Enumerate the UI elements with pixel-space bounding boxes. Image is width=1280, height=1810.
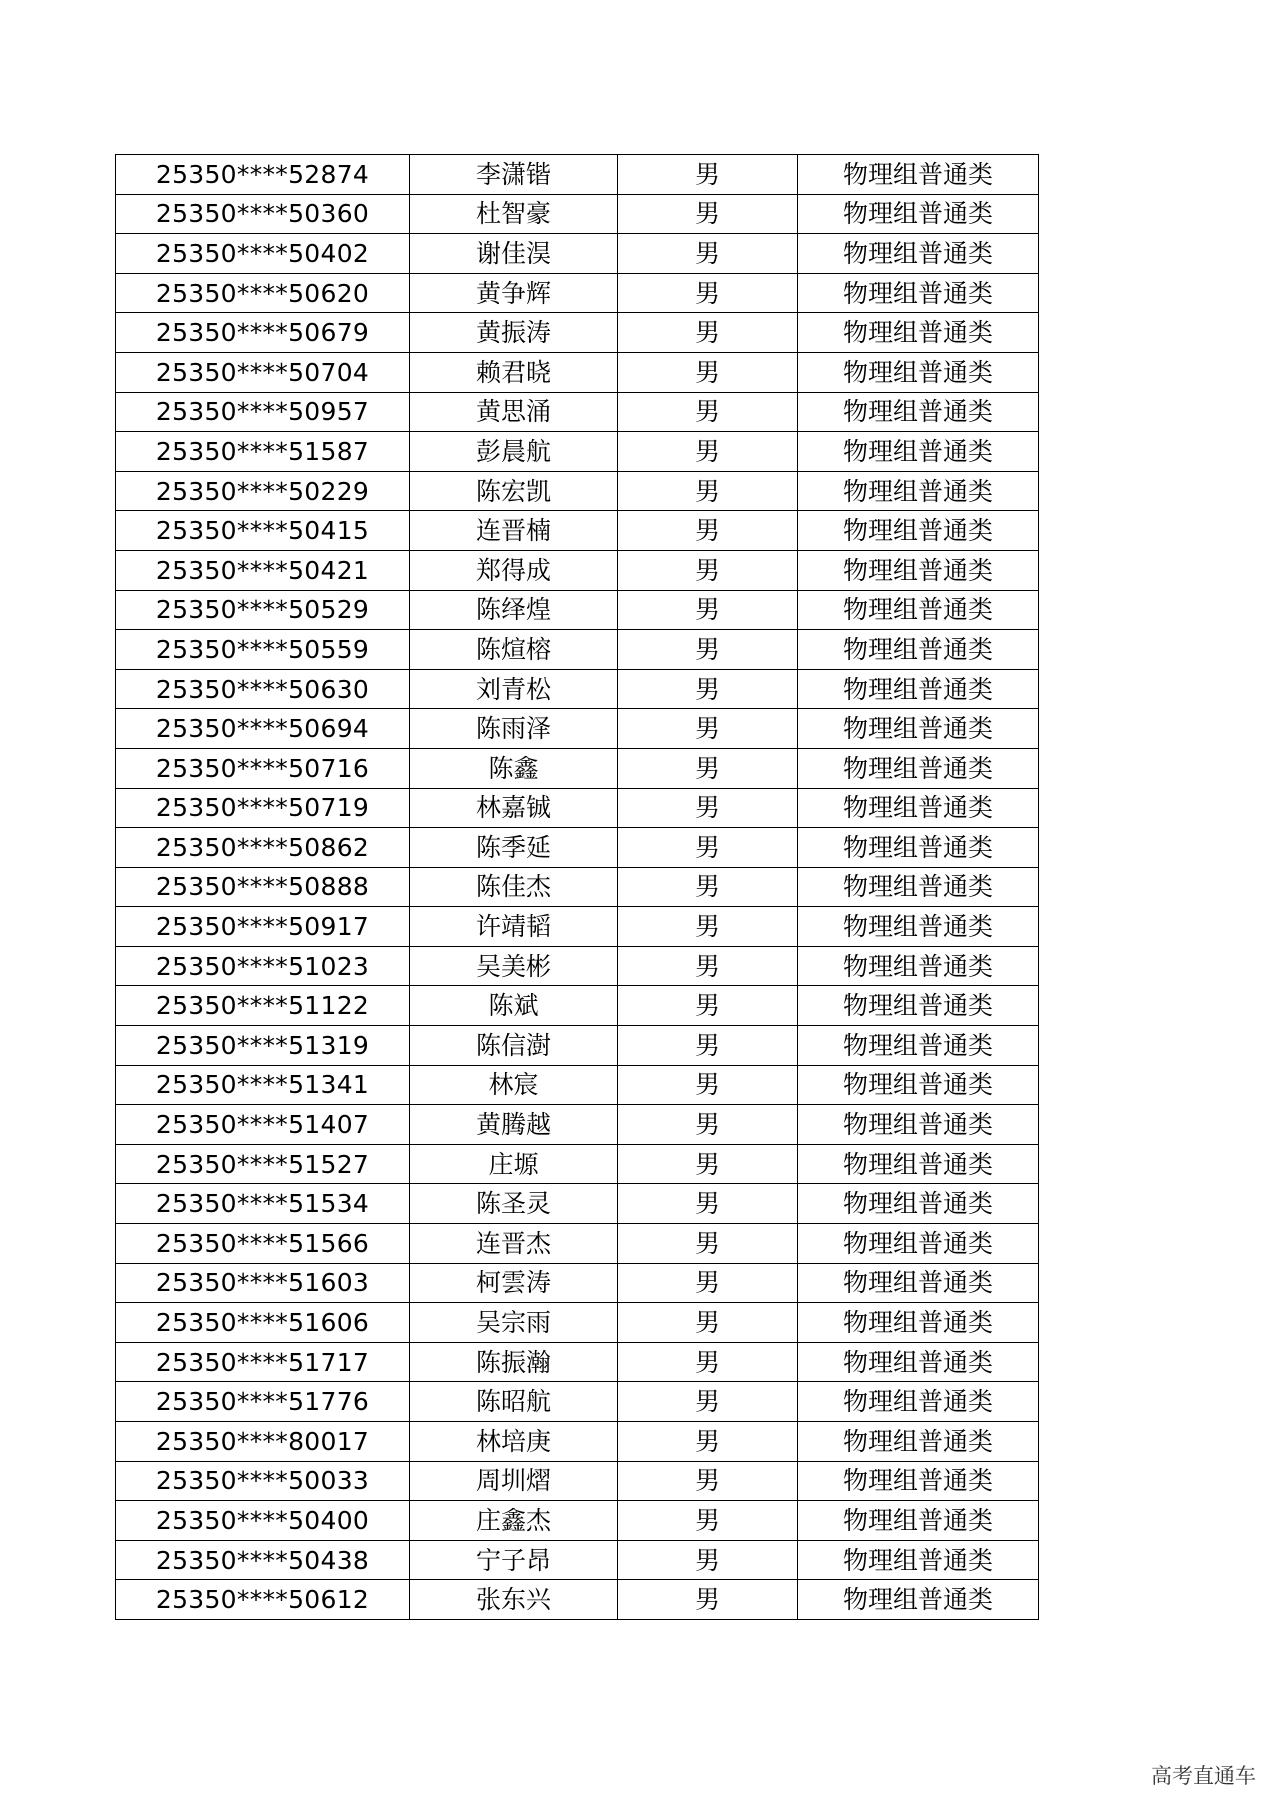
student-name-cell: 陈雨泽 — [410, 709, 618, 749]
student-name-cell: 林宸 — [410, 1065, 618, 1105]
student-name-cell: 陈煊榕 — [410, 630, 618, 670]
student-name-cell: 黄腾越 — [410, 1105, 618, 1145]
category-cell: 物理组普通类 — [798, 907, 1039, 947]
table-row — [116, 234, 1039, 274]
gender-cell: 男 — [618, 1184, 798, 1224]
exam-number-cell: 25350****51606 — [116, 1303, 410, 1343]
exam-number-cell: 25350****50888 — [116, 867, 410, 907]
table-row — [116, 1461, 1039, 1501]
category-cell: 物理组普通类 — [798, 1580, 1039, 1620]
student-name-cell: 林嘉铖 — [410, 788, 618, 828]
category-cell: 物理组普通类 — [798, 1303, 1039, 1343]
student-name-cell: 陈斌 — [410, 986, 618, 1026]
table-row — [116, 1342, 1039, 1382]
student-name-cell: 黄争辉 — [410, 273, 618, 313]
category-cell: 物理组普通类 — [798, 709, 1039, 749]
gender-cell: 男 — [618, 748, 798, 788]
category-cell: 物理组普通类 — [798, 352, 1039, 392]
table-row — [116, 1422, 1039, 1462]
category-cell: 物理组普通类 — [798, 590, 1039, 630]
gender-cell: 男 — [618, 590, 798, 630]
gender-cell: 男 — [618, 1105, 798, 1145]
student-name-cell: 陈佳杰 — [410, 867, 618, 907]
category-cell: 物理组普通类 — [798, 1065, 1039, 1105]
table-row — [116, 550, 1039, 590]
gender-cell: 男 — [618, 1342, 798, 1382]
category-cell: 物理组普通类 — [798, 155, 1039, 195]
table-row — [116, 1540, 1039, 1580]
exam-number-cell: 25350****50612 — [116, 1580, 410, 1620]
student-name-cell: 庄鑫杰 — [410, 1501, 618, 1541]
student-name-cell: 黄思涌 — [410, 392, 618, 432]
exam-number-cell: 25350****51717 — [116, 1342, 410, 1382]
table-row — [116, 1105, 1039, 1145]
category-cell: 物理组普通类 — [798, 550, 1039, 590]
student-name-cell: 李潇锴 — [410, 155, 618, 195]
category-cell: 物理组普通类 — [798, 630, 1039, 670]
exam-number-cell: 25350****50630 — [116, 669, 410, 709]
student-name-cell: 陈昭航 — [410, 1382, 618, 1422]
exam-number-cell: 25350****50229 — [116, 471, 410, 511]
student-name-cell: 林培庚 — [410, 1422, 618, 1462]
student-name-cell: 吴美彬 — [410, 946, 618, 986]
category-cell: 物理组普通类 — [798, 986, 1039, 1026]
table-row — [116, 946, 1039, 986]
category-cell: 物理组普通类 — [798, 1540, 1039, 1580]
student-name-cell: 庄塬 — [410, 1144, 618, 1184]
table-row — [116, 1065, 1039, 1105]
student-name-cell: 陈鑫 — [410, 748, 618, 788]
exam-number-cell: 25350****50694 — [116, 709, 410, 749]
student-name-cell: 许靖韬 — [410, 907, 618, 947]
exam-number-cell: 25350****51603 — [116, 1263, 410, 1303]
table-row — [116, 1303, 1039, 1343]
table-row — [116, 748, 1039, 788]
exam-number-cell: 25350****50679 — [116, 313, 410, 353]
student-name-cell: 郑得成 — [410, 550, 618, 590]
gender-cell: 男 — [618, 352, 798, 392]
roster-table — [115, 154, 1039, 1620]
table-row — [116, 194, 1039, 234]
table-row — [116, 709, 1039, 749]
exam-number-cell: 25350****50957 — [116, 392, 410, 432]
gender-cell: 男 — [618, 1144, 798, 1184]
exam-number-cell: 25350****50438 — [116, 1540, 410, 1580]
category-cell: 物理组普通类 — [798, 1105, 1039, 1145]
gender-cell: 男 — [618, 1303, 798, 1343]
gender-cell: 男 — [618, 630, 798, 670]
student-name-cell: 赖君晓 — [410, 352, 618, 392]
gender-cell: 男 — [618, 709, 798, 749]
category-cell: 物理组普通类 — [798, 1224, 1039, 1264]
gender-cell: 男 — [618, 234, 798, 274]
student-name-cell: 吴宗雨 — [410, 1303, 618, 1343]
gender-cell: 男 — [618, 511, 798, 551]
table-row — [116, 313, 1039, 353]
gender-cell: 男 — [618, 1580, 798, 1620]
exam-number-cell: 25350****51566 — [116, 1224, 410, 1264]
table-row — [116, 1224, 1039, 1264]
category-cell: 物理组普通类 — [798, 432, 1039, 472]
table-row — [116, 1382, 1039, 1422]
table-row — [116, 986, 1039, 1026]
student-name-cell: 周圳熠 — [410, 1461, 618, 1501]
exam-number-cell: 25350****50862 — [116, 828, 410, 868]
table-row — [116, 392, 1039, 432]
category-cell: 物理组普通类 — [798, 471, 1039, 511]
gender-cell: 男 — [618, 828, 798, 868]
gender-cell: 男 — [618, 392, 798, 432]
table-row — [116, 511, 1039, 551]
gender-cell: 男 — [618, 669, 798, 709]
student-name-cell: 张东兴 — [410, 1580, 618, 1620]
student-name-cell: 宁子昂 — [410, 1540, 618, 1580]
table-row — [116, 630, 1039, 670]
exam-number-cell: 25350****51534 — [116, 1184, 410, 1224]
gender-cell: 男 — [618, 1263, 798, 1303]
exam-number-cell: 25350****50620 — [116, 273, 410, 313]
student-name-cell: 刘青松 — [410, 669, 618, 709]
category-cell: 物理组普通类 — [798, 1184, 1039, 1224]
gender-cell: 男 — [618, 1540, 798, 1580]
exam-number-cell: 25350****51587 — [116, 432, 410, 472]
gender-cell: 男 — [618, 155, 798, 195]
student-name-cell: 谢佳淏 — [410, 234, 618, 274]
table-row — [116, 352, 1039, 392]
table-row — [116, 788, 1039, 828]
exam-number-cell: 25350****50559 — [116, 630, 410, 670]
table-row — [116, 1026, 1039, 1066]
exam-number-cell: 25350****51407 — [116, 1105, 410, 1145]
watermark-text: 高考直通车 — [1151, 1764, 1256, 1788]
gender-cell: 男 — [618, 986, 798, 1026]
exam-number-cell: 25350****51122 — [116, 986, 410, 1026]
roster-body — [116, 155, 1039, 1620]
table-row — [116, 669, 1039, 709]
category-cell: 物理组普通类 — [798, 1026, 1039, 1066]
table-row — [116, 273, 1039, 313]
gender-cell: 男 — [618, 1501, 798, 1541]
gender-cell: 男 — [618, 471, 798, 511]
category-cell: 物理组普通类 — [798, 511, 1039, 551]
exam-number-cell: 25350****51341 — [116, 1065, 410, 1105]
exam-number-cell: 25350****50402 — [116, 234, 410, 274]
category-cell: 物理组普通类 — [798, 313, 1039, 353]
gender-cell: 男 — [618, 867, 798, 907]
table-row — [116, 1580, 1039, 1620]
table-row — [116, 1144, 1039, 1184]
exam-number-cell: 25350****50704 — [116, 352, 410, 392]
exam-number-cell: 25350****52874 — [116, 155, 410, 195]
exam-number-cell: 25350****50716 — [116, 748, 410, 788]
student-name-cell: 连晋杰 — [410, 1224, 618, 1264]
exam-number-cell: 25350****50719 — [116, 788, 410, 828]
gender-cell: 男 — [618, 1224, 798, 1264]
table-row — [116, 471, 1039, 511]
exam-number-cell: 25350****51319 — [116, 1026, 410, 1066]
student-name-cell: 陈信澍 — [410, 1026, 618, 1066]
table-row — [116, 155, 1039, 195]
exam-number-cell: 25350****50421 — [116, 550, 410, 590]
exam-number-cell: 25350****51776 — [116, 1382, 410, 1422]
student-name-cell: 杜智豪 — [410, 194, 618, 234]
gender-cell: 男 — [618, 788, 798, 828]
category-cell: 物理组普通类 — [798, 867, 1039, 907]
table-row — [116, 1184, 1039, 1224]
table-row — [116, 590, 1039, 630]
gender-cell: 男 — [618, 1065, 798, 1105]
table-row — [116, 1501, 1039, 1541]
student-name-cell: 柯雲涛 — [410, 1263, 618, 1303]
category-cell: 物理组普通类 — [798, 788, 1039, 828]
category-cell: 物理组普通类 — [798, 234, 1039, 274]
student-name-cell: 陈振瀚 — [410, 1342, 618, 1382]
table-row — [116, 867, 1039, 907]
gender-cell: 男 — [618, 194, 798, 234]
exam-number-cell: 25350****51527 — [116, 1144, 410, 1184]
student-name-cell: 连晋楠 — [410, 511, 618, 551]
exam-number-cell: 25350****50400 — [116, 1501, 410, 1541]
student-name-cell: 陈宏凯 — [410, 471, 618, 511]
gender-cell: 男 — [618, 273, 798, 313]
exam-number-cell: 25350****50360 — [116, 194, 410, 234]
table-row — [116, 1263, 1039, 1303]
exam-number-cell: 25350****50529 — [116, 590, 410, 630]
gender-cell: 男 — [618, 1026, 798, 1066]
category-cell: 物理组普通类 — [798, 194, 1039, 234]
gender-cell: 男 — [618, 946, 798, 986]
exam-number-cell: 25350****80017 — [116, 1422, 410, 1462]
category-cell: 物理组普通类 — [798, 392, 1039, 432]
exam-number-cell: 25350****50917 — [116, 907, 410, 947]
gender-cell: 男 — [618, 1422, 798, 1462]
category-cell: 物理组普通类 — [798, 1342, 1039, 1382]
exam-number-cell: 25350****50033 — [116, 1461, 410, 1501]
category-cell: 物理组普通类 — [798, 1382, 1039, 1422]
category-cell: 物理组普通类 — [798, 1263, 1039, 1303]
gender-cell: 男 — [618, 550, 798, 590]
gender-cell: 男 — [618, 432, 798, 472]
category-cell: 物理组普通类 — [798, 946, 1039, 986]
gender-cell: 男 — [618, 907, 798, 947]
table-row — [116, 907, 1039, 947]
category-cell: 物理组普通类 — [798, 828, 1039, 868]
table-row — [116, 432, 1039, 472]
gender-cell: 男 — [618, 1461, 798, 1501]
exam-number-cell: 25350****50415 — [116, 511, 410, 551]
gender-cell: 男 — [618, 313, 798, 353]
category-cell: 物理组普通类 — [798, 1461, 1039, 1501]
category-cell: 物理组普通类 — [798, 748, 1039, 788]
table-row — [116, 828, 1039, 868]
student-name-cell: 陈圣灵 — [410, 1184, 618, 1224]
student-name-cell: 彭晨航 — [410, 432, 618, 472]
category-cell: 物理组普通类 — [798, 1422, 1039, 1462]
category-cell: 物理组普通类 — [798, 669, 1039, 709]
category-cell: 物理组普通类 — [798, 1144, 1039, 1184]
category-cell: 物理组普通类 — [798, 273, 1039, 313]
gender-cell: 男 — [618, 1382, 798, 1422]
category-cell: 物理组普通类 — [798, 1501, 1039, 1541]
exam-number-cell: 25350****51023 — [116, 946, 410, 986]
student-name-cell: 陈季延 — [410, 828, 618, 868]
student-name-cell: 黄振涛 — [410, 313, 618, 353]
student-name-cell: 陈绎煌 — [410, 590, 618, 630]
